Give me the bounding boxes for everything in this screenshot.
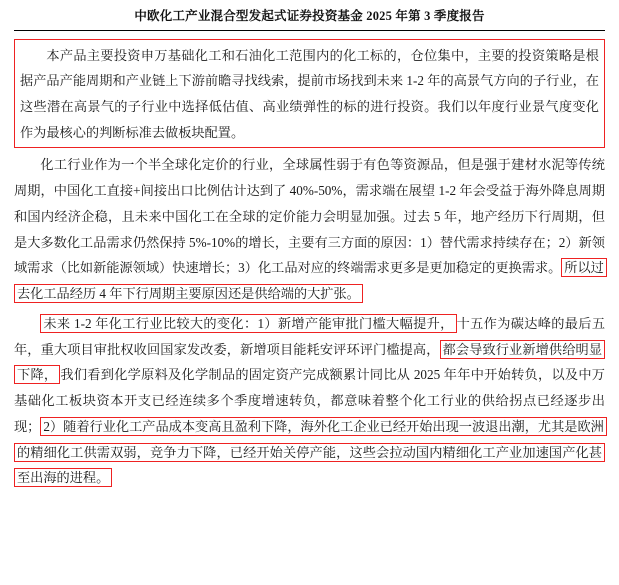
paragraph-3 (14, 311, 605, 491)
highlight-box-paragraph-1 (14, 39, 605, 149)
document-header-title: 中欧化工产业混合型发起式证券投资基金 2025 年第 3 季度报告 (134, 9, 485, 23)
paragraph-2 (14, 152, 605, 306)
paragraph-2-text: 化工行业作为一个半全球化定价的行业，全球属性弱于有色等资源品，但是强于建材水泥等传统周期，中国化工直接+间接出口比例估计达到了 40%-50%，需求端在展望 1-2 年会受益于海外降息周期和国内经济企稳，且未来中国化工在全球的定价能力会明显加强。过去 5 年，地产经历下行周期，但是大多数化工品需求仍然保持 5%-10%的增长，主要有三方面的原因：1）替代需求持续存在；2）新领域需求（比如新能源领域）快速增长；3）化工品对应的终端需求更多是更加稳定的更换需求。 (14, 157, 605, 276)
paragraph-2-highlight: 所以过去化工品经历 4 年下行周期主要原因还是供给端的大扩张。 (14, 258, 607, 303)
paragraph-1: 本产品主要投资申万基础化工和石油化工范围内的化工标的，仓位集中，主要的投资策略是根据产品产能周期和产业链上下游前瞻寻找线索，提前市场找到未来 1-2 年的高景气方向的子行业，在这些潜在高景气的子行业中选择低估值、高业绩弹性的标的进行投资。我们以年度行业景气度变化作为最核心的判断标准去做板块配置。 (20, 47, 599, 140)
paragraph-3-highlight-2: 都会导致行业新增供给明显下降， (14, 340, 605, 385)
paragraph-3-highlight-3: 2）随着行业化工产品成本变高且盈利下降，海外化工企业已经开始出现一波退出潮，尤其是欧洲的精细化工供需双弱，竞争力下降，已经开始关停产能，这些会拉动国内精细化工产业加速国产化甚至出海的进程。 (14, 417, 607, 487)
paragraph-3-highlight-1: 未来 1-2 年化工行业比较大的变化：1）新增产能审批门槛大幅提升， (40, 314, 456, 333)
header-divider (14, 30, 605, 31)
paragraph-3-text-1: 十五作为碳达峰的最后五年，重大项目审批权收回国家发改委，新增项目能耗安评环评门槛提高， (14, 315, 606, 357)
paragraph-3-text-2: 我们看到化学原料及化学制品的固定资产完成额累计同比从 2025 年年中开始转负，以及中万基础化工板块资本开支已经连续多个季度增速转负，都意味着整个化工行业的供给拐点已经逐步出现； (14, 367, 605, 434)
